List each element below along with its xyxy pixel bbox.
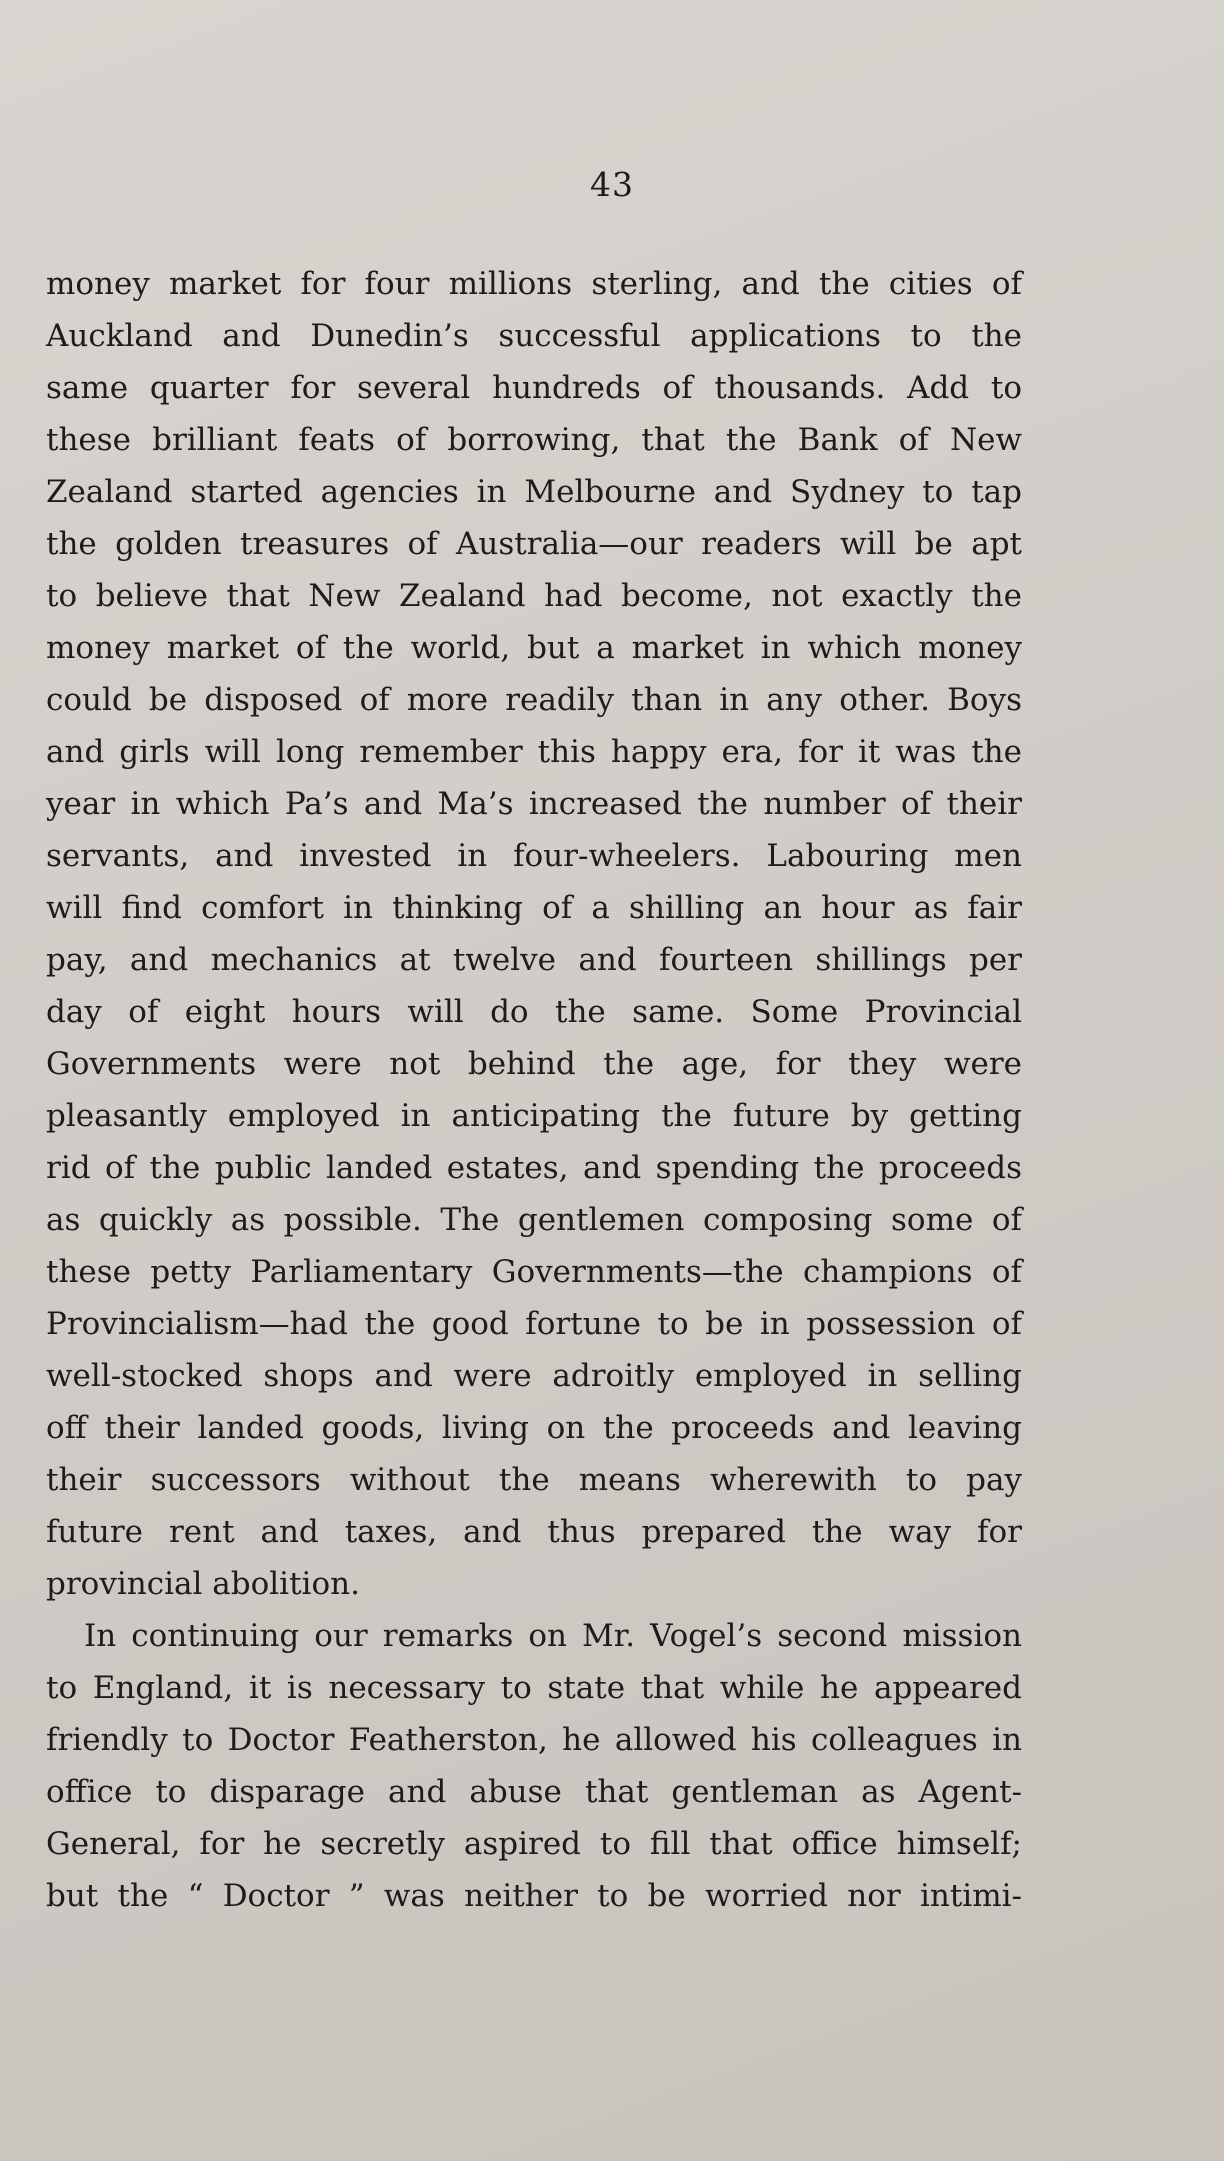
text-line: future rent and taxes, and thus prepared the way for: [46, 1514, 1022, 1550]
paragraph-end-line: provincial abolition.: [46, 1566, 360, 1602]
text-line: off their landed goods, living on the proceeds and leaving: [46, 1410, 1022, 1446]
text-line: Provincialism—had the good fortune to be in possession of: [46, 1306, 1022, 1342]
paragraph-start-line: In continuing our remarks on Mr. Vogel’s second mission: [84, 1618, 1022, 1654]
text-line: their successors without the means wherewith to pay: [46, 1462, 1022, 1498]
text-line: office to disparage and abuse that gentleman as Agent-: [46, 1774, 1022, 1810]
text-line: day of eight hours will do the same. Some Provincial: [46, 994, 1022, 1030]
text-line: Governments were not behind the age, for they were: [46, 1046, 1022, 1082]
text-line: pleasantly employed in anticipating the future by getting: [46, 1098, 1022, 1134]
page-number: 43: [590, 165, 634, 204]
text-line: pay, and mechanics at twelve and fourteen shillings per: [46, 942, 1022, 978]
text-line: and girls will long remember this happy era, for it was the: [46, 734, 1022, 770]
text-line: these brilliant feats of borrowing, that the Bank of New: [46, 422, 1022, 458]
text-line: money market of the world, but a market in which money: [46, 630, 1022, 666]
text-line: Auckland and Dunedin’s successful applications to the: [46, 318, 1022, 354]
text-line: Zealand started agencies in Melbourne and Sydney to tap: [46, 474, 1022, 510]
text-line: could be disposed of more readily than in any other. Boys: [46, 682, 1022, 718]
text-line: year in which Pa’s and Ma’s increased the number of their: [46, 786, 1022, 822]
text-line: well-stocked shops and were adroitly employed in selling: [46, 1358, 1022, 1394]
text-line: as quickly as possible. The gentlemen composing some of: [46, 1202, 1022, 1238]
text-line: these petty Parliamentary Governments—the champions of: [46, 1254, 1022, 1290]
text-line: General, for he secretly aspired to fill that office himself;: [46, 1826, 1022, 1862]
text-line: money market for four millions sterling, and the cities of: [46, 266, 1022, 302]
text-line: but the “ Doctor ” was neither to be worried nor intimi-: [46, 1878, 1022, 1914]
text-line: to England, it is necessary to state that while he appeared: [46, 1670, 1022, 1706]
text-line: the golden treasures of Australia—our readers will be apt: [46, 526, 1022, 562]
text-line: same quarter for several hundreds of thousands. Add to: [46, 370, 1022, 406]
text-line: to believe that New Zealand had become, not exactly the: [46, 578, 1022, 614]
text-line: servants, and invested in four-wheelers. Labouring men: [46, 838, 1022, 874]
body-text: [46, 258, 1022, 1922]
text-line: friendly to Doctor Featherston, he allowed his colleagues in: [46, 1722, 1022, 1758]
text-line: rid of the public landed estates, and spending the proceeds: [46, 1150, 1022, 1186]
text-line: will find comfort in thinking of a shilling an hour as fair: [46, 890, 1022, 926]
